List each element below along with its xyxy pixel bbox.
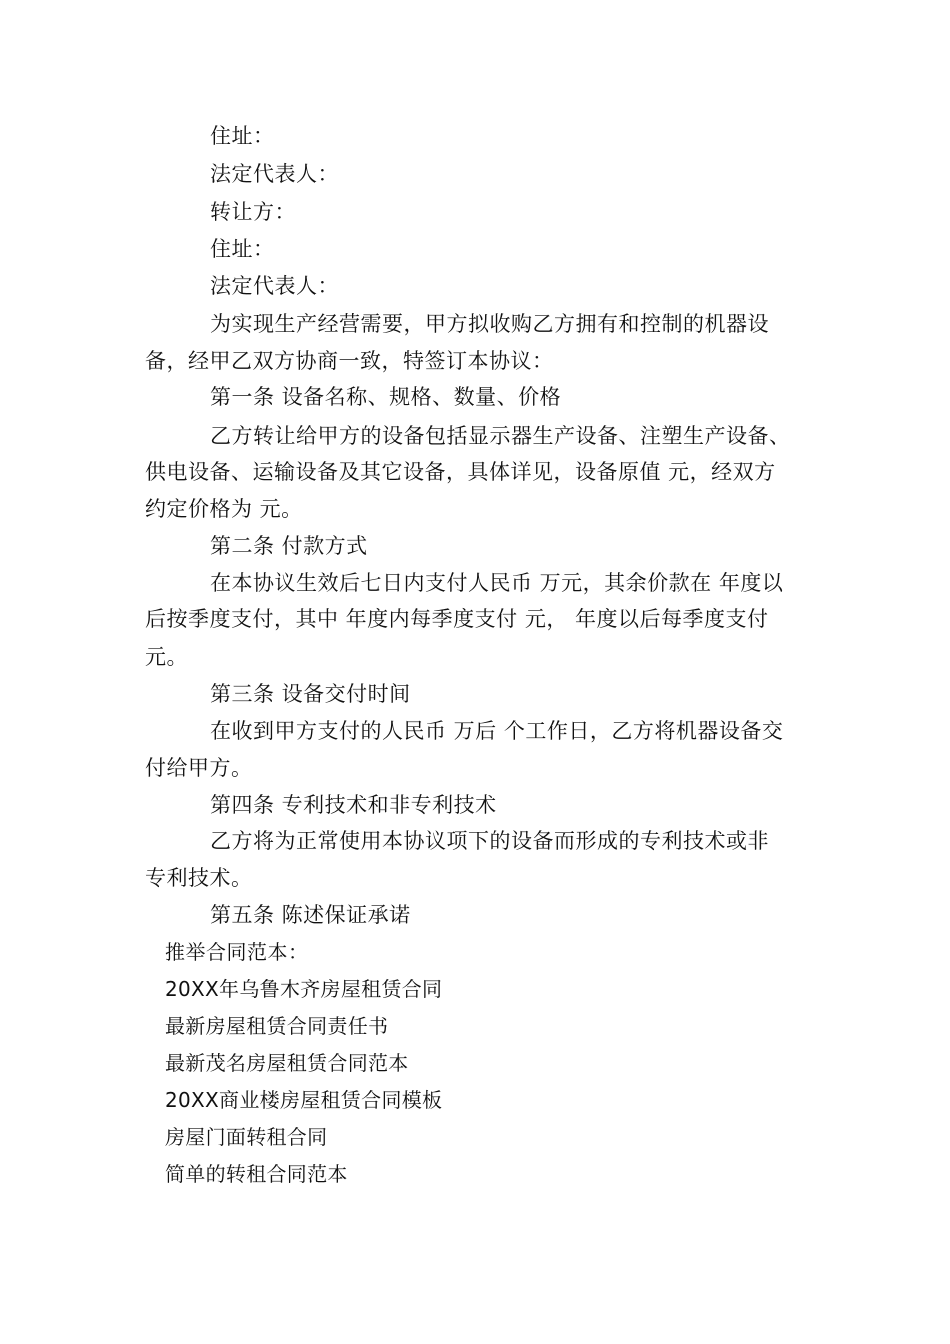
- article-5-title: 第五条 陈述保证承诺: [210, 903, 411, 927]
- intro-line-1: 为实现生产经营需要，甲方拟收购乙方拥有和控制的机器设: [210, 312, 769, 336]
- recommend-link-2[interactable]: 最新房屋租赁合同责任书: [165, 1014, 389, 1038]
- intro-line-2: 备，经甲乙双方协商一致，特签订本协议：: [145, 349, 554, 373]
- recommend-title: 推举合同范本：: [165, 940, 309, 964]
- recommend-link-3[interactable]: 最新茂名房屋租赁合同范本: [165, 1051, 409, 1075]
- article-1-line-1: 乙方转让给甲方的设备包括显示器生产设备、注塑生产设备、: [210, 424, 791, 448]
- article-4-line-1: 乙方将为正常使用本协议项下的设备而形成的专利技术或非: [210, 829, 769, 853]
- article-2-title: 第二条 付款方式: [210, 534, 368, 558]
- article-3-line-2: 付给甲方。: [145, 756, 253, 780]
- recommend-link-4[interactable]: 20XX商业楼房屋租赁合同模板: [165, 1088, 443, 1112]
- article-2-line-2: 后按季度支付，其中 年度内每季度支付 元， 年度以后每季度支付: [145, 607, 769, 631]
- article-1-title: 第一条 设备名称、规格、数量、价格: [210, 385, 562, 409]
- field-address-1: 住址：: [210, 124, 275, 148]
- field-legal-rep-1: 法定代表人：: [210, 162, 339, 186]
- article-1-line-3: 约定价格为 元。: [145, 497, 303, 521]
- article-2-line-3: 元。: [145, 645, 188, 669]
- field-address-2: 住址：: [210, 237, 275, 261]
- recommend-link-1[interactable]: 20XX年乌鲁木齐房屋租赁合同: [165, 977, 443, 1001]
- article-3-line-1: 在收到甲方支付的人民币 万后 个工作日，乙方将机器设备交: [210, 719, 784, 743]
- field-transferor: 转让方：: [210, 200, 296, 224]
- recommend-link-5[interactable]: 房屋门面转租合同: [165, 1125, 328, 1149]
- field-legal-rep-2: 法定代表人：: [210, 274, 339, 298]
- recommend-link-6[interactable]: 简单的转租合同范本: [165, 1162, 348, 1186]
- article-3-title: 第三条 设备交付时间: [210, 682, 411, 706]
- article-4-title: 第四条 专利技术和非专利技术: [210, 793, 497, 817]
- article-2-line-1: 在本协议生效后七日内支付人民币 万元，其余价款在 年度以: [210, 571, 784, 595]
- article-4-line-2: 专利技术。: [145, 866, 253, 890]
- article-1-line-2: 供电设备、运输设备及其它设备，具体详见，设备原值 元，经双方: [145, 460, 776, 484]
